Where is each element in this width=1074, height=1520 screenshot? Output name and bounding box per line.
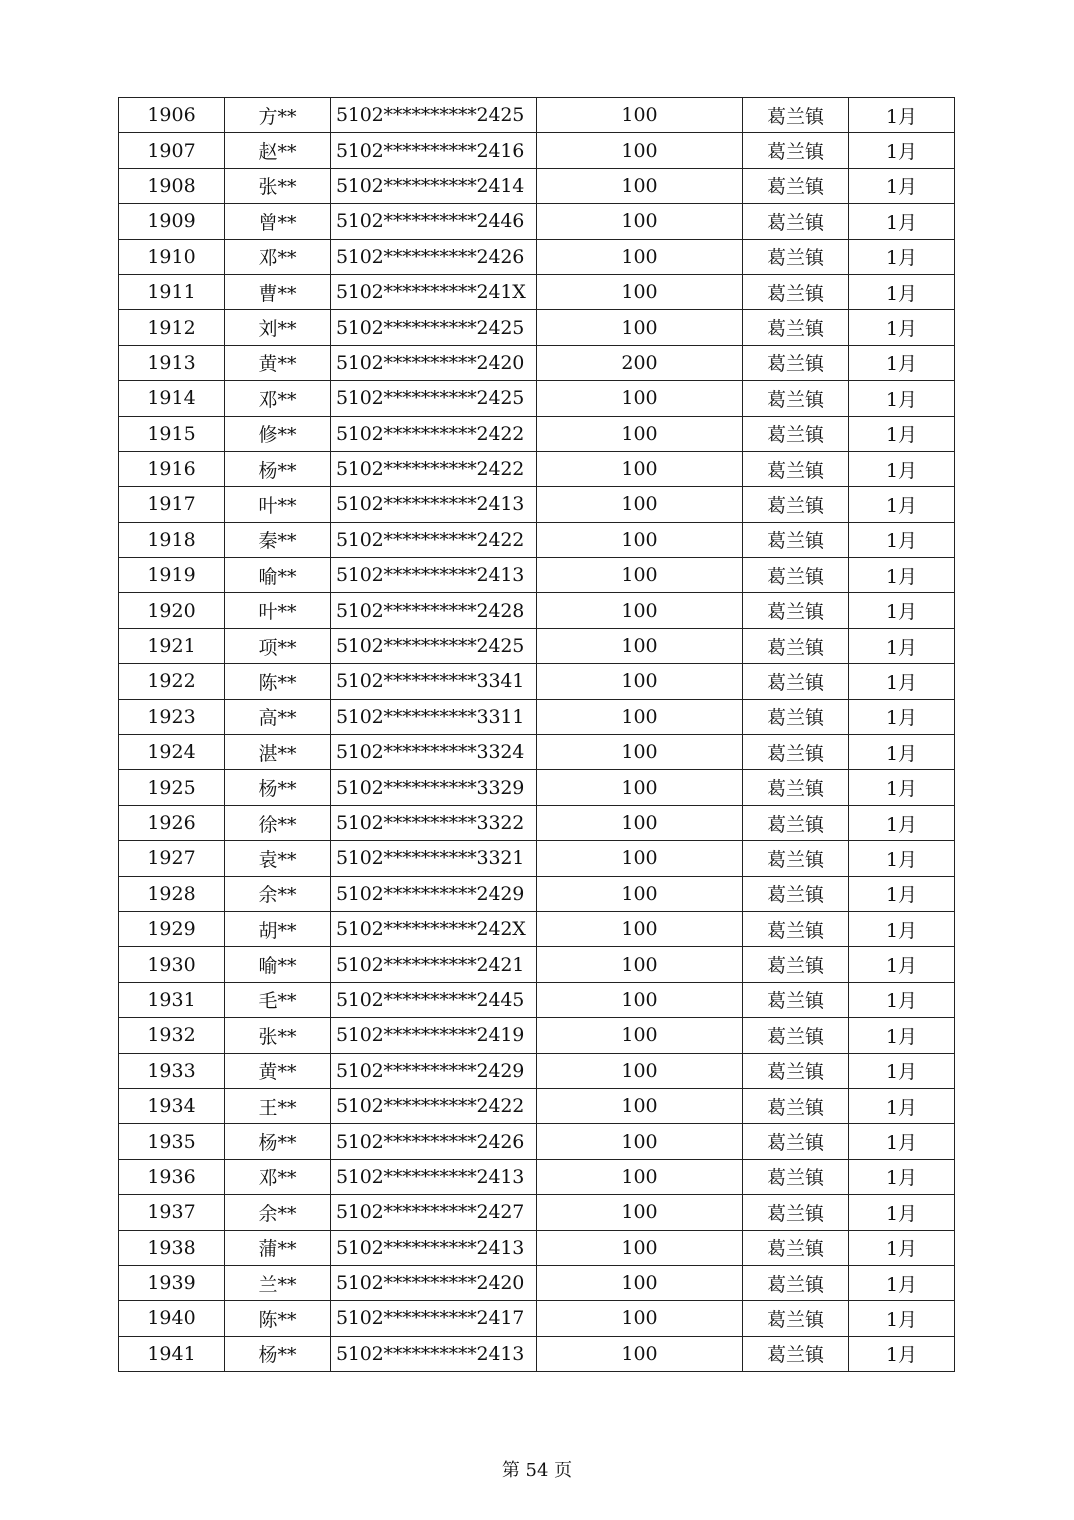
id-number-cell: 5102**********2420: [331, 345, 537, 380]
table-row: [119, 911, 955, 946]
month-cell: 1月: [849, 805, 955, 840]
name-cell: 杨**: [225, 1336, 331, 1371]
town-cell: 葛兰镇: [743, 770, 849, 805]
month-cell: 1月: [849, 133, 955, 168]
month-cell: 1月: [849, 381, 955, 416]
table-row: [119, 1124, 955, 1159]
id-number-cell: 5102**********2429: [331, 876, 537, 911]
table-row: [119, 735, 955, 770]
month-cell: 1月: [849, 1301, 955, 1336]
town-cell: 葛兰镇: [743, 805, 849, 840]
month-cell: 1月: [849, 451, 955, 486]
id-number-cell: 5102**********2413: [331, 1159, 537, 1194]
table-row: [119, 841, 955, 876]
row-number-cell: 1927: [119, 841, 225, 876]
amount-cell: 100: [537, 451, 743, 486]
id-number-cell: 5102**********2413: [331, 558, 537, 593]
month-cell: 1月: [849, 345, 955, 380]
month-cell: 1月: [849, 274, 955, 309]
month-cell: 1月: [849, 558, 955, 593]
amount-cell: 100: [537, 310, 743, 345]
name-cell: 赵**: [225, 133, 331, 168]
row-number-cell: 1924: [119, 735, 225, 770]
id-number-cell: 5102**********2414: [331, 168, 537, 203]
row-number-cell: 1906: [119, 98, 225, 133]
row-number-cell: 1929: [119, 911, 225, 946]
month-cell: 1月: [849, 699, 955, 734]
month-cell: 1月: [849, 593, 955, 628]
table-row: [119, 770, 955, 805]
town-cell: 葛兰镇: [743, 735, 849, 770]
town-cell: 葛兰镇: [743, 947, 849, 982]
town-cell: 葛兰镇: [743, 911, 849, 946]
month-cell: 1月: [849, 735, 955, 770]
id-number-cell: 5102**********2413: [331, 1336, 537, 1371]
name-cell: 黄**: [225, 345, 331, 380]
table-row: [119, 451, 955, 486]
amount-cell: 100: [537, 947, 743, 982]
month-cell: 1月: [849, 911, 955, 946]
name-cell: 修**: [225, 416, 331, 451]
table-row: [119, 664, 955, 699]
town-cell: 葛兰镇: [743, 1336, 849, 1371]
name-cell: 邓**: [225, 381, 331, 416]
town-cell: 葛兰镇: [743, 133, 849, 168]
table-row: [119, 1053, 955, 1088]
amount-cell: 100: [537, 770, 743, 805]
name-cell: 邓**: [225, 239, 331, 274]
amount-cell: 100: [537, 982, 743, 1017]
amount-cell: 100: [537, 1301, 743, 1336]
month-cell: 1月: [849, 1195, 955, 1230]
month-cell: 1月: [849, 487, 955, 522]
amount-cell: 100: [537, 1018, 743, 1053]
row-number-cell: 1913: [119, 345, 225, 380]
table-row: [119, 593, 955, 628]
name-cell: 项**: [225, 628, 331, 663]
town-cell: 葛兰镇: [743, 1018, 849, 1053]
name-cell: 陈**: [225, 664, 331, 699]
id-number-cell: 5102**********2427: [331, 1195, 537, 1230]
town-cell: 葛兰镇: [743, 558, 849, 593]
table-row: [119, 628, 955, 663]
month-cell: 1月: [849, 1124, 955, 1159]
table-row: [119, 274, 955, 309]
town-cell: 葛兰镇: [743, 699, 849, 734]
row-number-cell: 1931: [119, 982, 225, 1017]
table-row: [119, 805, 955, 840]
town-cell: 葛兰镇: [743, 345, 849, 380]
table-row: [119, 416, 955, 451]
table-row: [119, 239, 955, 274]
id-number-cell: 5102**********2426: [331, 1124, 537, 1159]
name-cell: 高**: [225, 699, 331, 734]
table-row: [119, 982, 955, 1017]
amount-cell: 100: [537, 1159, 743, 1194]
town-cell: 葛兰镇: [743, 1195, 849, 1230]
amount-cell: 100: [537, 487, 743, 522]
row-number-cell: 1926: [119, 805, 225, 840]
table-row: [119, 168, 955, 203]
table-row: [119, 558, 955, 593]
town-cell: 葛兰镇: [743, 664, 849, 699]
town-cell: 葛兰镇: [743, 451, 849, 486]
name-cell: 叶**: [225, 593, 331, 628]
id-number-cell: 5102**********2428: [331, 593, 537, 628]
table-row: [119, 487, 955, 522]
id-number-cell: 5102**********241X: [331, 274, 537, 309]
name-cell: 叶**: [225, 487, 331, 522]
row-number-cell: 1914: [119, 381, 225, 416]
town-cell: 葛兰镇: [743, 1301, 849, 1336]
amount-cell: 100: [537, 1053, 743, 1088]
table-body: [119, 98, 955, 1372]
name-cell: 秦**: [225, 522, 331, 557]
name-cell: 杨**: [225, 1124, 331, 1159]
name-cell: 曹**: [225, 274, 331, 309]
id-number-cell: 5102**********2420: [331, 1265, 537, 1300]
name-cell: 徐**: [225, 805, 331, 840]
table-row: [119, 204, 955, 239]
row-number-cell: 1930: [119, 947, 225, 982]
town-cell: 葛兰镇: [743, 982, 849, 1017]
amount-cell: 100: [537, 558, 743, 593]
row-number-cell: 1916: [119, 451, 225, 486]
row-number-cell: 1909: [119, 204, 225, 239]
amount-cell: 100: [537, 1195, 743, 1230]
table-row: [119, 1230, 955, 1265]
row-number-cell: 1941: [119, 1336, 225, 1371]
town-cell: 葛兰镇: [743, 876, 849, 911]
amount-cell: 100: [537, 1088, 743, 1123]
name-cell: 湛**: [225, 735, 331, 770]
id-number-cell: 5102**********3324: [331, 735, 537, 770]
town-cell: 葛兰镇: [743, 841, 849, 876]
row-number-cell: 1939: [119, 1265, 225, 1300]
data-table: [118, 97, 955, 1372]
town-cell: 葛兰镇: [743, 593, 849, 628]
town-cell: 葛兰镇: [743, 1265, 849, 1300]
id-number-cell: 5102**********2422: [331, 522, 537, 557]
amount-cell: 100: [537, 239, 743, 274]
amount-cell: 100: [537, 911, 743, 946]
row-number-cell: 1911: [119, 274, 225, 309]
id-number-cell: 5102**********2425: [331, 98, 537, 133]
month-cell: 1月: [849, 310, 955, 345]
id-number-cell: 5102**********2413: [331, 1230, 537, 1265]
table-row: [119, 1336, 955, 1371]
row-number-cell: 1908: [119, 168, 225, 203]
town-cell: 葛兰镇: [743, 1230, 849, 1265]
table-row: [119, 1018, 955, 1053]
id-number-cell: 5102**********2413: [331, 487, 537, 522]
table-row: [119, 1159, 955, 1194]
month-cell: 1月: [849, 168, 955, 203]
town-cell: 葛兰镇: [743, 168, 849, 203]
id-number-cell: 5102**********2422: [331, 1088, 537, 1123]
id-number-cell: 5102**********3322: [331, 805, 537, 840]
month-cell: 1月: [849, 204, 955, 239]
table-row: [119, 1088, 955, 1123]
row-number-cell: 1928: [119, 876, 225, 911]
id-number-cell: 5102**********2422: [331, 416, 537, 451]
id-number-cell: 5102**********2445: [331, 982, 537, 1017]
row-number-cell: 1920: [119, 593, 225, 628]
id-number-cell: 5102**********2422: [331, 451, 537, 486]
amount-cell: 100: [537, 593, 743, 628]
amount-cell: 100: [537, 416, 743, 451]
row-number-cell: 1932: [119, 1018, 225, 1053]
month-cell: 1月: [849, 1053, 955, 1088]
row-number-cell: 1933: [119, 1053, 225, 1088]
name-cell: 胡**: [225, 911, 331, 946]
row-number-cell: 1940: [119, 1301, 225, 1336]
name-cell: 喻**: [225, 558, 331, 593]
name-cell: 毛**: [225, 982, 331, 1017]
table-row: [119, 381, 955, 416]
name-cell: 喻**: [225, 947, 331, 982]
id-number-cell: 5102**********3311: [331, 699, 537, 734]
row-number-cell: 1910: [119, 239, 225, 274]
table-row: [119, 310, 955, 345]
name-cell: 张**: [225, 168, 331, 203]
amount-cell: 100: [537, 168, 743, 203]
month-cell: 1月: [849, 522, 955, 557]
name-cell: 方**: [225, 98, 331, 133]
town-cell: 葛兰镇: [743, 98, 849, 133]
row-number-cell: 1919: [119, 558, 225, 593]
town-cell: 葛兰镇: [743, 1088, 849, 1123]
name-cell: 袁**: [225, 841, 331, 876]
row-number-cell: 1934: [119, 1088, 225, 1123]
month-cell: 1月: [849, 841, 955, 876]
month-cell: 1月: [849, 1265, 955, 1300]
page-number: 第 54 页: [501, 1460, 573, 1481]
id-number-cell: 5102**********2417: [331, 1301, 537, 1336]
town-cell: 葛兰镇: [743, 1124, 849, 1159]
town-cell: 葛兰镇: [743, 1159, 849, 1194]
id-number-cell: 5102**********2425: [331, 381, 537, 416]
month-cell: 1月: [849, 628, 955, 663]
town-cell: 葛兰镇: [743, 522, 849, 557]
row-number-cell: 1907: [119, 133, 225, 168]
month-cell: 1月: [849, 1088, 955, 1123]
amount-cell: 100: [537, 876, 743, 911]
row-number-cell: 1935: [119, 1124, 225, 1159]
amount-cell: 100: [537, 1124, 743, 1159]
month-cell: 1月: [849, 1159, 955, 1194]
town-cell: 葛兰镇: [743, 487, 849, 522]
town-cell: 葛兰镇: [743, 1053, 849, 1088]
table-row: [119, 98, 955, 133]
town-cell: 葛兰镇: [743, 381, 849, 416]
name-cell: 刘**: [225, 310, 331, 345]
row-number-cell: 1925: [119, 770, 225, 805]
amount-cell: 200: [537, 345, 743, 380]
amount-cell: 100: [537, 699, 743, 734]
month-cell: 1月: [849, 770, 955, 805]
name-cell: 陈**: [225, 1301, 331, 1336]
table-row: [119, 1265, 955, 1300]
table-row: [119, 1301, 955, 1336]
month-cell: 1月: [849, 416, 955, 451]
row-number-cell: 1915: [119, 416, 225, 451]
name-cell: 蒲**: [225, 1230, 331, 1265]
id-number-cell: 5102**********2416: [331, 133, 537, 168]
amount-cell: 100: [537, 664, 743, 699]
row-number-cell: 1937: [119, 1195, 225, 1230]
row-number-cell: 1912: [119, 310, 225, 345]
amount-cell: 100: [537, 1265, 743, 1300]
table-row: [119, 522, 955, 557]
month-cell: 1月: [849, 664, 955, 699]
amount-cell: 100: [537, 1230, 743, 1265]
month-cell: 1月: [849, 1230, 955, 1265]
amount-cell: 100: [537, 204, 743, 239]
month-cell: 1月: [849, 947, 955, 982]
amount-cell: 100: [537, 522, 743, 557]
table-row: [119, 876, 955, 911]
town-cell: 葛兰镇: [743, 239, 849, 274]
id-number-cell: 5102**********2419: [331, 1018, 537, 1053]
town-cell: 葛兰镇: [743, 310, 849, 345]
amount-cell: 100: [537, 133, 743, 168]
name-cell: 曾**: [225, 204, 331, 239]
town-cell: 葛兰镇: [743, 416, 849, 451]
name-cell: 余**: [225, 876, 331, 911]
id-number-cell: 5102**********3341: [331, 664, 537, 699]
row-number-cell: 1936: [119, 1159, 225, 1194]
id-number-cell: 5102**********3329: [331, 770, 537, 805]
amount-cell: 100: [537, 805, 743, 840]
amount-cell: 100: [537, 735, 743, 770]
row-number-cell: 1922: [119, 664, 225, 699]
id-number-cell: 5102**********2425: [331, 310, 537, 345]
row-number-cell: 1921: [119, 628, 225, 663]
row-number-cell: 1918: [119, 522, 225, 557]
town-cell: 葛兰镇: [743, 628, 849, 663]
id-number-cell: 5102**********242X: [331, 911, 537, 946]
month-cell: 1月: [849, 1336, 955, 1371]
name-cell: 张**: [225, 1018, 331, 1053]
amount-cell: 100: [537, 628, 743, 663]
name-cell: 黄**: [225, 1053, 331, 1088]
name-cell: 杨**: [225, 770, 331, 805]
town-cell: 葛兰镇: [743, 274, 849, 309]
month-cell: 1月: [849, 239, 955, 274]
name-cell: 余**: [225, 1195, 331, 1230]
table-row: [119, 699, 955, 734]
id-number-cell: 5102**********2446: [331, 204, 537, 239]
town-cell: 葛兰镇: [743, 204, 849, 239]
table-row: [119, 947, 955, 982]
id-number-cell: 5102**********2429: [331, 1053, 537, 1088]
id-number-cell: 5102**********2425: [331, 628, 537, 663]
name-cell: 兰**: [225, 1265, 331, 1300]
table-row: [119, 1195, 955, 1230]
amount-cell: 100: [537, 1336, 743, 1371]
table-row: [119, 345, 955, 380]
month-cell: 1月: [849, 1018, 955, 1053]
name-cell: 杨**: [225, 451, 331, 486]
amount-cell: 100: [537, 274, 743, 309]
month-cell: 1月: [849, 98, 955, 133]
month-cell: 1月: [849, 982, 955, 1017]
table-row: [119, 133, 955, 168]
row-number-cell: 1938: [119, 1230, 225, 1265]
name-cell: 王**: [225, 1088, 331, 1123]
row-number-cell: 1923: [119, 699, 225, 734]
amount-cell: 100: [537, 381, 743, 416]
id-number-cell: 5102**********2421: [331, 947, 537, 982]
id-number-cell: 5102**********3321: [331, 841, 537, 876]
name-cell: 邓**: [225, 1159, 331, 1194]
month-cell: 1月: [849, 876, 955, 911]
amount-cell: 100: [537, 98, 743, 133]
row-number-cell: 1917: [119, 487, 225, 522]
id-number-cell: 5102**********2426: [331, 239, 537, 274]
amount-cell: 100: [537, 841, 743, 876]
